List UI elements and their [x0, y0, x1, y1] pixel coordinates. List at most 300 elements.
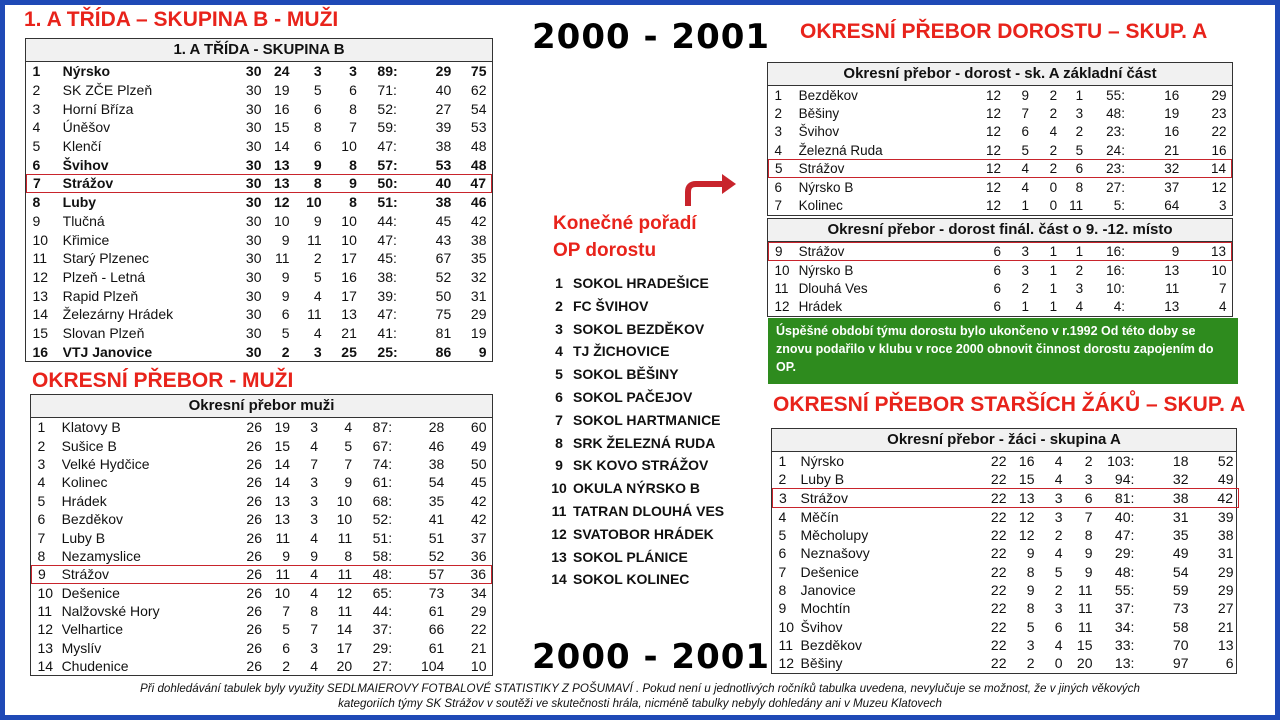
score-separator: :	[388, 492, 393, 509]
cell-ga: 29	[435, 63, 452, 80]
cell-team: Janovice	[800, 581, 856, 598]
cell-z: 26	[246, 639, 262, 656]
cell-pts: 48	[470, 138, 487, 155]
cell-ga: 21	[1164, 142, 1180, 158]
cell-p: 9	[322, 174, 357, 193]
cell-team: Nýrsko	[800, 453, 845, 470]
score-separator: :	[393, 250, 397, 267]
cell-z: 30	[245, 212, 262, 229]
cell-p: 8	[1075, 179, 1084, 195]
cell-pts: 22	[470, 621, 487, 638]
cell-z: 22	[990, 471, 1007, 488]
cell-gf: 52	[372, 511, 389, 528]
list-item-position: 13	[551, 548, 567, 565]
score-separator: :	[1130, 637, 1135, 654]
cell-r: 3	[1054, 600, 1063, 617]
cell-r: 8	[313, 119, 322, 136]
final-order-title-1: Konečné pořadí	[553, 213, 697, 234]
list-item-team: SRK ŽELEZNÁ RUDA	[573, 434, 716, 451]
cell-p: 8	[349, 156, 357, 173]
cell-pts: 52	[1217, 453, 1234, 470]
cell-gf: 48	[1114, 563, 1131, 580]
cell-pts: 10	[1211, 262, 1227, 278]
cell-gf: 57	[377, 156, 393, 173]
cell-v: 8	[1026, 600, 1035, 617]
cell-pts: 32	[470, 268, 487, 285]
cell-gf: 37	[372, 621, 389, 638]
cell-v: 5	[281, 324, 290, 341]
cell-pts: 7	[1218, 280, 1227, 296]
cell-v: 1	[1021, 198, 1030, 214]
cell-r: 7	[310, 455, 319, 472]
list-item-team: SOKOL BEZDĚKOV	[573, 320, 705, 337]
cell-p: 11	[337, 603, 353, 620]
score-separator: :	[1130, 545, 1135, 562]
cell-team: Bezděkov	[798, 87, 858, 103]
cell-pos: 1	[778, 453, 787, 470]
cell-v: 6	[1021, 124, 1030, 140]
table-row	[769, 298, 1232, 316]
cell-r: 8	[290, 174, 322, 193]
cell-p: 11	[1077, 600, 1093, 617]
cell-p: 15	[1076, 637, 1093, 654]
list-item-position: 10	[551, 480, 567, 497]
cell-pos: 14	[32, 306, 49, 323]
cell-team: Luby	[62, 194, 97, 211]
score-separator: :	[1121, 280, 1125, 296]
cell-r: 1	[1049, 280, 1058, 296]
cell-z: 26	[246, 603, 262, 620]
cell-pts: 29	[1211, 87, 1227, 103]
cell-gf: 23	[1106, 124, 1122, 140]
cell-gf: 27	[372, 658, 389, 675]
list-item	[548, 457, 724, 480]
cell-r: 2	[1029, 160, 1057, 178]
cell-team: Bezděkov	[61, 511, 124, 528]
cell-team: Slovan Plzeň	[62, 324, 145, 341]
table-title: Okresní přebor - dorost - sk. A základní část	[768, 63, 1232, 86]
cell-p: 2	[1084, 453, 1093, 470]
cell-ga: 97	[1172, 655, 1189, 672]
cell-gf: 65	[372, 584, 389, 601]
cell-ga: 45	[435, 212, 452, 229]
table-row	[32, 639, 492, 657]
cell-ga: 16	[1164, 124, 1180, 140]
cell-v: 19	[274, 419, 291, 436]
score-separator: :	[388, 455, 393, 472]
cell-ga: 70	[1172, 637, 1189, 654]
cell-pts: 49	[1217, 471, 1234, 488]
cell-v: 4	[1021, 179, 1030, 195]
cell-r: 2	[313, 250, 322, 267]
cell-v: 9	[1026, 545, 1035, 562]
cell-p: 11	[337, 529, 353, 546]
table-row	[32, 436, 492, 454]
score-separator: :	[1130, 581, 1135, 598]
cell-ga: 31	[1172, 508, 1189, 525]
heading-class-a: 1. A TŘÍDA – SKUPINA B - MUŽI	[24, 8, 339, 31]
cell-v: 5	[1021, 142, 1030, 158]
cell-v: 2	[282, 658, 291, 675]
cell-team: Nezamyslice	[61, 547, 141, 564]
table-row	[769, 279, 1232, 297]
score-separator: :	[393, 287, 397, 304]
cell-p: 5	[1075, 142, 1084, 158]
cell-pos: 9	[778, 600, 787, 617]
cell-team: Dlouhá Ves	[798, 280, 868, 296]
cell-team: Luby B	[800, 471, 845, 488]
cell-p: 9	[344, 474, 353, 491]
cell-p: 2	[1075, 262, 1084, 278]
cell-z: 30	[245, 250, 262, 267]
cell-gf: 24	[1106, 142, 1122, 158]
cell-r: 9	[313, 156, 322, 173]
cell-z: 26	[246, 658, 262, 675]
cell-v: 13	[274, 511, 291, 528]
table-row	[27, 249, 492, 268]
cell-r: 6	[313, 100, 322, 117]
cell-v: 14	[274, 455, 291, 472]
cell-p: 7	[349, 119, 357, 136]
cell-p: 7	[1084, 508, 1093, 525]
cell-v: 2	[1026, 655, 1035, 672]
table-row	[773, 507, 1239, 525]
cell-gf: 41	[377, 324, 393, 341]
cell-r: 3	[313, 63, 322, 80]
cell-v: 4	[1001, 160, 1029, 178]
cell-ga: 51	[428, 529, 445, 546]
table-row	[769, 141, 1232, 159]
cell-ga: 75	[435, 306, 452, 323]
table-row	[773, 599, 1239, 617]
list-item-team: SK KOVO STRÁŽOV	[573, 457, 709, 474]
cell-ga: 16	[1164, 87, 1180, 103]
cell-v: 19	[274, 82, 290, 99]
cell-p: 10	[341, 212, 357, 229]
cell-pos: 2	[778, 471, 787, 488]
cell-pos: 3	[773, 489, 801, 507]
cell-team: Kolinec	[61, 474, 108, 491]
table-row	[27, 174, 492, 193]
table-row	[27, 193, 492, 212]
cell-gf: 47	[1114, 526, 1131, 543]
cell-pos: 11	[774, 280, 789, 296]
cell-team: Neznašovy	[800, 545, 870, 562]
cell-v: 12	[1018, 508, 1035, 525]
cell-team: Železárny Hrádek	[62, 306, 174, 323]
cell-gf: 47	[377, 306, 393, 323]
cell-z: 22	[990, 508, 1007, 525]
cell-pos: 5	[32, 138, 41, 155]
cell-pos: 13	[37, 639, 54, 656]
cell-gf: 71	[377, 82, 393, 99]
cell-v: 9	[1026, 581, 1035, 598]
cell-pts: 29	[470, 603, 487, 620]
cell-p: 10	[336, 511, 353, 528]
cell-r: 4	[1054, 471, 1063, 488]
cell-v: 3	[1021, 262, 1030, 278]
table-row	[769, 123, 1232, 141]
cell-z: 22	[990, 563, 1007, 580]
cell-z: 22	[990, 618, 1007, 635]
cell-z: 30	[245, 138, 262, 155]
cell-r: 2	[1054, 526, 1063, 543]
cell-ga: 86	[435, 343, 452, 360]
cell-p: 9	[1084, 545, 1093, 562]
cell-r: 0	[1049, 179, 1058, 195]
cell-z: 26	[246, 455, 262, 472]
cell-pos: 6	[778, 545, 787, 562]
list-item-team: SOKOL BĚŠINY	[573, 366, 679, 383]
cell-v: 9	[281, 231, 290, 248]
heading-zaci: OKRESNÍ PŘEBOR STARŠÍCH ŽÁKŮ – SKUP. A	[773, 393, 1246, 416]
score-separator: :	[1131, 489, 1145, 507]
cell-ga: 73	[1172, 600, 1189, 617]
score-separator: :	[1121, 198, 1125, 214]
cell-p: 17	[341, 250, 357, 267]
list-item-team: SOKOL KOLINEC	[573, 571, 690, 588]
table-row	[773, 544, 1239, 562]
cell-r: 0	[1049, 198, 1058, 214]
table-zaci	[771, 428, 1237, 674]
cell-ga: 54	[428, 474, 445, 491]
list-item	[548, 480, 724, 503]
cell-gf: 59	[377, 119, 393, 136]
cell-z: 26	[246, 529, 262, 546]
cell-p: 11	[318, 565, 352, 583]
table-row	[27, 268, 492, 287]
cell-r: 2	[1049, 142, 1058, 158]
score-separator: :	[393, 174, 407, 193]
cell-ga: 38	[435, 138, 452, 155]
cell-pos: 5	[769, 160, 799, 178]
cell-gf: 29	[372, 639, 389, 656]
table-row	[32, 584, 492, 602]
cell-z: 12	[985, 124, 1001, 140]
cell-ga: 66	[428, 621, 445, 638]
cell-z: 22	[990, 545, 1007, 562]
cell-p: 20	[1076, 655, 1093, 672]
cell-team: Klatovy B	[61, 419, 121, 436]
list-item-position: 7	[555, 411, 563, 428]
cell-v: 11	[275, 250, 290, 267]
cell-pts: 12	[1211, 179, 1227, 195]
cell-gf: 87	[372, 419, 389, 436]
cell-v: 2	[281, 343, 290, 360]
cell-ga: 43	[435, 231, 452, 248]
cell-pos: 9	[32, 212, 41, 229]
table-row	[773, 562, 1239, 580]
score-separator: :	[388, 584, 393, 601]
score-separator: :	[393, 306, 397, 323]
list-item	[548, 435, 724, 458]
cell-p: 6	[1063, 489, 1093, 507]
cell-z: 30	[245, 306, 262, 323]
cell-ga: 54	[1172, 563, 1189, 580]
cell-gf: 34	[1114, 618, 1131, 635]
footer-line-2: kategoriích týmy SK Strážov v soutěži ve skutečnosti hrála, nicméně tabulky nebyly dohledány ani v Muzeu Klatovech	[338, 697, 942, 710]
cell-gf: 27	[1106, 179, 1122, 195]
cell-z: 12	[985, 106, 1001, 122]
cell-p: 3	[349, 63, 357, 80]
cell-z: 12	[985, 142, 1001, 158]
cell-team: Měčín	[800, 508, 839, 525]
score-separator: :	[1121, 87, 1125, 103]
table-title: 1. A TŘÍDA - SKUPINA B	[26, 39, 492, 62]
table-row	[32, 418, 492, 436]
cell-pos: 4	[37, 474, 46, 491]
cell-p: 12	[336, 584, 353, 601]
cell-r: 4	[310, 584, 319, 601]
cell-ga: 38	[1145, 489, 1189, 507]
cell-r: 10	[306, 194, 322, 211]
cell-pos: 1	[774, 87, 783, 103]
cell-pos: 3	[774, 124, 783, 140]
cell-team: Klenčí	[62, 138, 102, 155]
cell-gf: 67	[372, 437, 389, 454]
cell-v: 5	[1026, 618, 1035, 635]
list-item-position: 11	[551, 502, 567, 519]
list-item	[548, 503, 724, 526]
cell-pos: 15	[32, 324, 49, 341]
score-separator: :	[1121, 243, 1135, 261]
final-order-title-2: OP dorostu	[553, 240, 657, 261]
score-separator: :	[1121, 262, 1125, 278]
cell-r: 4	[1054, 637, 1063, 654]
cell-pts: 38	[1217, 526, 1234, 543]
cell-r: 3	[1054, 508, 1063, 525]
cell-v: 11	[275, 529, 291, 546]
cell-p: 3	[1075, 106, 1084, 122]
cell-z: 26	[222, 565, 262, 583]
cell-z: 22	[990, 453, 1007, 470]
cell-p: 10	[341, 231, 357, 248]
cell-ga: 58	[1172, 618, 1189, 635]
cell-pts: 19	[470, 324, 487, 341]
cell-ga: 67	[435, 250, 452, 267]
cell-team: Starý Plzenec	[62, 250, 150, 267]
cell-z: 30	[245, 82, 262, 99]
cell-pts: 21	[1217, 618, 1234, 635]
cell-team: Nýrsko	[62, 63, 111, 80]
cell-team: Nýrsko B	[798, 179, 854, 195]
cell-team: Kolinec	[798, 198, 843, 214]
cell-gf: 52	[377, 100, 393, 117]
list-item-position: 6	[555, 388, 563, 405]
cell-z: 26	[246, 492, 262, 509]
cell-ga: 35	[1172, 526, 1189, 543]
table-row	[773, 636, 1239, 654]
cell-v: 3	[1001, 243, 1029, 261]
cell-team: SK ZČE Plzeň	[62, 82, 153, 99]
score-separator: :	[393, 63, 398, 80]
cell-ga: 18	[1172, 453, 1189, 470]
table-dorost-zakladni	[767, 62, 1233, 216]
cell-pts: 42	[470, 511, 487, 528]
cell-pts: 42	[1189, 489, 1239, 507]
cell-z: 30	[223, 174, 261, 193]
list-item-team: SOKOL HARTMANICE	[573, 411, 721, 428]
cell-pts: 47	[451, 174, 491, 193]
table-row	[32, 547, 492, 565]
table-row	[773, 654, 1239, 672]
cell-team: Myslív	[61, 639, 102, 656]
table-row	[27, 99, 492, 118]
heading-okresni-muzi: OKRESNÍ PŘEBOR - MUŽI	[32, 369, 294, 392]
cell-r: 3	[310, 639, 319, 656]
cell-pos: 11	[37, 603, 53, 620]
cell-v: 13	[1007, 489, 1035, 507]
table-title: Okresní přebor - dorost finál. část o 9. -12. místo	[768, 219, 1232, 242]
list-item-position: 5	[555, 366, 563, 383]
list-item-team: SVATOBOR HRÁDEK	[573, 525, 714, 542]
cell-r: 3	[310, 492, 319, 509]
cell-pts: 46	[470, 194, 487, 211]
cell-gf: 81	[1093, 489, 1131, 507]
list-item-team: TATRAN DLOUHÁ VES	[573, 502, 725, 519]
footer-line-1: Při dohledávání tabulek byly využity SEDLMAIEROVY FOTBALOVÉ STATISTIKY Z POŠUMAVÍ . Pokud není u jednotlivých ročníků tabulka uvedena, nevylučuje se možnost, že v jiných věkových	[140, 682, 1140, 695]
cell-pts: 53	[470, 119, 487, 136]
cell-pts: 13	[1217, 637, 1234, 654]
cell-v: 24	[274, 63, 290, 80]
cell-pos: 10	[32, 231, 49, 248]
cell-gf: 5	[1113, 198, 1122, 214]
cell-z: 22	[990, 581, 1007, 598]
cell-v: 13	[274, 492, 291, 509]
cell-pts: 23	[1211, 106, 1227, 122]
cell-z: 26	[246, 511, 262, 528]
score-separator: :	[393, 212, 397, 229]
cell-r: 5	[313, 268, 322, 285]
score-separator: :	[388, 474, 393, 491]
table-row	[773, 489, 1239, 507]
score-separator: :	[1130, 471, 1135, 488]
cell-team: Strážov	[63, 174, 224, 193]
cell-v: 16	[274, 100, 290, 117]
cell-pos: 3	[32, 100, 41, 117]
cell-pos: 9	[32, 565, 62, 583]
cell-v: 16	[1018, 453, 1035, 470]
cell-r: 7	[310, 621, 319, 638]
cell-r: 1	[1029, 243, 1057, 261]
cell-team: Strážov	[799, 243, 967, 261]
table-row	[27, 155, 492, 174]
score-separator: :	[388, 529, 393, 546]
cell-pos: 7	[37, 529, 46, 546]
score-separator: :	[1130, 526, 1135, 543]
cell-pts: 16	[1211, 142, 1227, 158]
cell-pts: 22	[1211, 124, 1227, 140]
cell-ga: 40	[407, 174, 451, 193]
cell-gf: 25	[377, 343, 393, 360]
cell-p: 14	[336, 621, 353, 638]
table-row	[27, 118, 492, 137]
cell-gf: 39	[377, 287, 393, 304]
cell-gf: 51	[372, 529, 389, 546]
table-title: Okresní přebor - žáci - skupina A	[772, 429, 1236, 452]
cell-pts: 6	[1225, 655, 1234, 672]
list-item	[548, 275, 724, 298]
cell-pts: 62	[470, 82, 487, 99]
cell-gf: 29	[1114, 545, 1131, 562]
cell-z: 30	[245, 119, 262, 136]
season-title-top: 2000 - 2001	[532, 17, 771, 57]
cell-gf: 94	[1114, 471, 1131, 488]
table-row	[27, 62, 492, 81]
cell-z: 26	[246, 584, 262, 601]
cell-v: 7	[1021, 106, 1030, 122]
cell-team: Křimice	[62, 231, 110, 248]
